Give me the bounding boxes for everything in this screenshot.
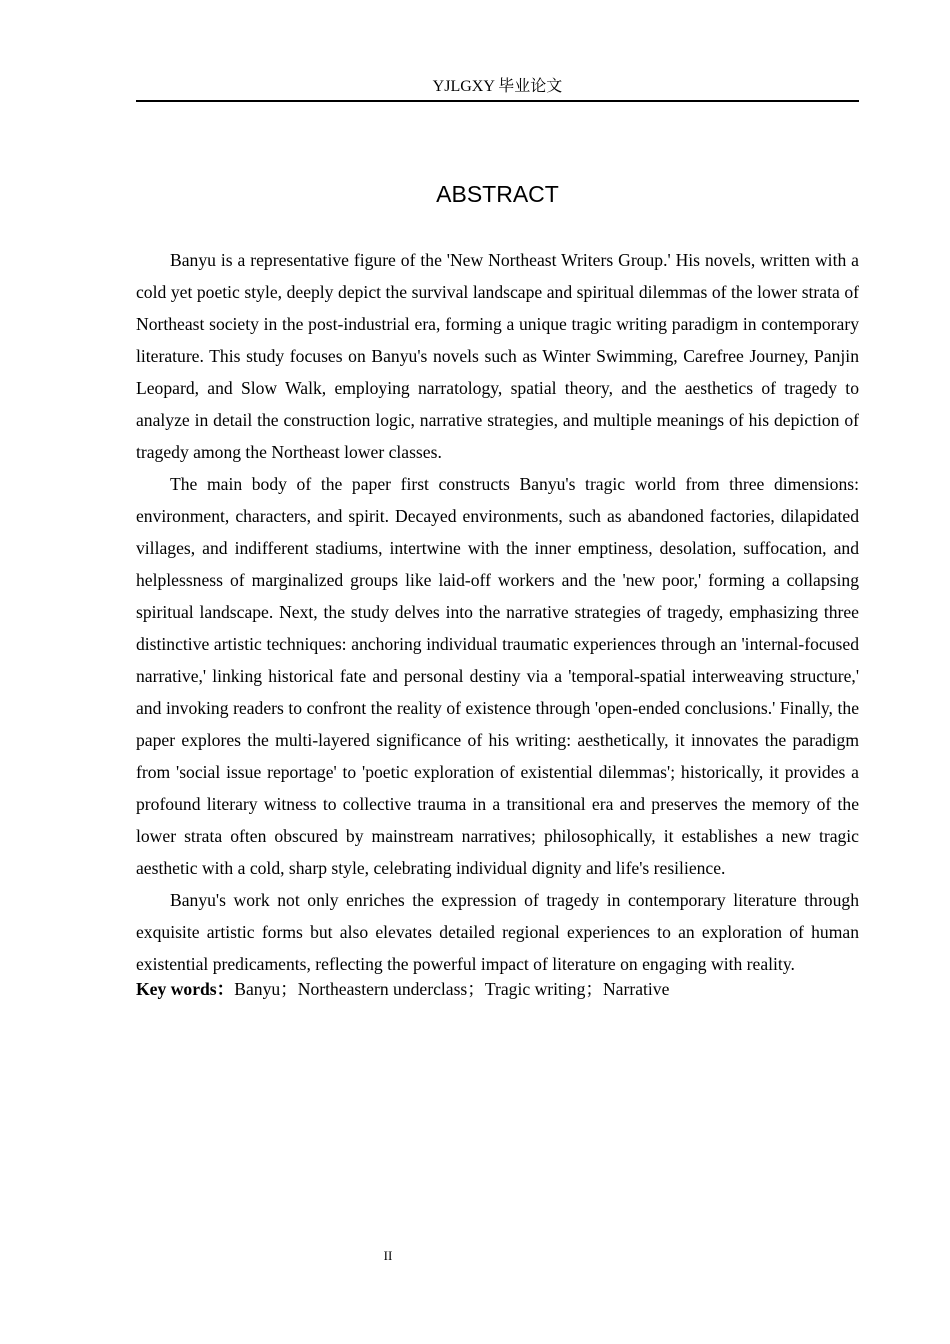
- abstract-title: ABSTRACT: [436, 181, 559, 207]
- page-number: II: [383, 1248, 393, 1263]
- keywords-values: Banyu；Northeastern underclass；Tragic writing；Narrative: [234, 979, 670, 999]
- abstract-paragraph-2: The main body of the paper first constructs Banyu's tragic world from three dimensions: environment, characters, and spirit. Decayed environments, such as abandoned factories, dilapidated villages, and indifferent stadiums, intertwine with the inner emptiness, desolation, suffocation, and helplessness of marginalized groups like laid-off workers and the 'new poor,' forming a collapsing spiritual landscape. Next, the study delves into the narrative strategies of tragedy, emphasizing three distinctive artistic techniques: anchoring individual traumatic experiences through an 'internal-focused narrative,' linking historical fate and personal destiny via a 'temporal-spatial interweaving structure,' and invoking readers to confront the reality of existence through 'open-ended conclusions.' Finally, the paper explores the multi-layered significance of his writing: aesthetically, it innovates the paradigm from 'social issue reportage' to 'poetic exploration of existential dilemmas'; historically, it provides a profound literary witness to collective trauma in a transitional era and preserves the memory of the lower strata often obscured by mainstream narratives; philosophically, it establishes a new tragic aesthetic with a cold, sharp style, celebrating individual dignity and life's resilience.: [136, 474, 859, 878]
- header-rule: [136, 100, 859, 102]
- abstract-paragraph-1: Banyu is a representative figure of the 'New Northeast Writers Group.' His novels, written with a cold yet poetic style, deeply depict the survival landscape and spiritual dilemmas of the lower strata of Northeast society in the post-industrial era, forming a unique tragic writing paradigm in contemporary literature. This study focuses on Banyu's novels such as Winter Swimming, Carefree Journey, Panjin Leopard, and Slow Walk, employing narratology, spatial theory, and the aesthetics of tragedy to analyze in detail the construction logic, narrative strategies, and multiple meanings of his depiction of tragedy among the Northeast lower classes.: [136, 250, 859, 462]
- abstract-body: [136, 244, 859, 1002]
- running-header: YJLGXY 毕业论文: [432, 78, 563, 95]
- keywords-label: Key words：: [136, 979, 235, 999]
- abstract-paragraph-3: Banyu's work not only enriches the expression of tragedy in contemporary literature through exquisite artistic forms but also elevates detailed regional experiences to an exploration of human existential predicaments, reflecting the powerful impact of literature on engaging with reality.: [136, 890, 859, 974]
